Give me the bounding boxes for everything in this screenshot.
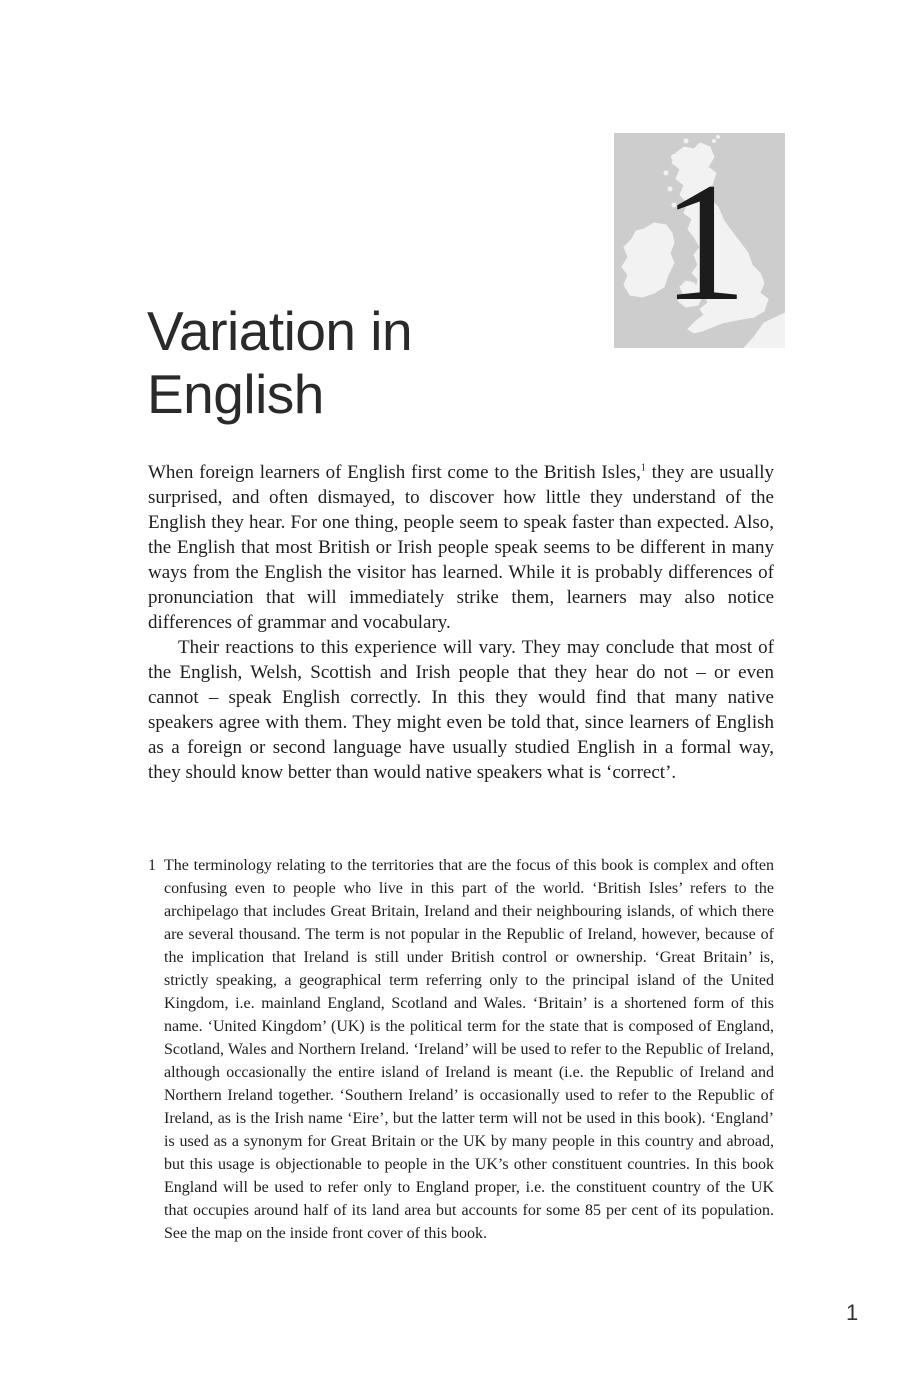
footnote-text: The terminology relating to the territories that are the focus of this book is complex and often confusing even to people who live in this part of the world. ‘British Isles’ refers to the archipelago that includes Great Britain, Ireland and their neighbouring islands, of which there are several thousand. The term is not popular in the Republic of Ireland, however, because of the implication that Ireland is still under British control or ownership. ‘Great Britain’ is, strictly speaking, a geographical term referring only to the principal island of the United Kingdom, i.e. mainland England, Scotland and Wales. ‘Britain’ is a shortened form of this name. ‘United Kingdom’ (UK) is the political term for the state that is composed of England, Scotland, Wales and Northern Ireland. ‘Ireland’ will be used to refer to the Republic of Ireland, although occasionally the entire island of Ireland is meant (i.e. the Republic of Ireland and Northern Ireland together. ‘Southern Ireland’ is occasionally used to refer to the Republic of Ireland, as is the Irish name ‘Eire’, but the latter term will not be used in this book). ‘England’ is used as a synonym for Great Britain or the UK by many people in this country and abroad, but this usage is objectionable to people in the UK’s other constituent countries. In this book England will be used to refer only to England proper, i.e. the constituent country of the UK that occupies around half of its land area but accounts for some 85 per cent of its population. See the map on the inside front cover of this book. (164, 857, 774, 1242)
body-text (148, 460, 774, 785)
paragraph-2: Their reactions to this experience will vary. They may conclude that most of the English, Welsh, Scottish and Irish people that they hear do not – or even cannot – speak English correctly. In this they would find that many native speakers agree with them. They might even be told that, since learners of English as a foreign or second language have usually studied English in a formal way, they should know better than would native speakers what is ‘correct’. (148, 637, 774, 783)
chapter-title-line-2: English (147, 363, 324, 425)
chapter-number-badge (614, 133, 785, 348)
page-number: 1 (846, 1300, 859, 1325)
footnote-reference[interactable]: 1 (640, 462, 646, 474)
footnote (148, 854, 774, 1245)
paragraph-1-rest: they are usually surprised, and often dismayed, to discover how little they understand of the English they hear. For one thing, people seem to speak faster than expected. Also, the English that most British or Irish people speak seems to be different in many ways from the English the visitor has learned. While it is probably differences of pronunciation that will immediately strike them, learners may also notice differences of grammar and vocabulary. (148, 462, 774, 633)
chapter-title-line-1: Variation in (147, 300, 413, 362)
paragraph-1-start: When foreign learners of English first come to the British Isles, (148, 462, 641, 483)
paragraph-1 (148, 460, 774, 635)
chapter-title (147, 300, 412, 426)
chapter-number: 1 (662, 148, 747, 336)
footnote-marker: 1 (148, 857, 156, 874)
